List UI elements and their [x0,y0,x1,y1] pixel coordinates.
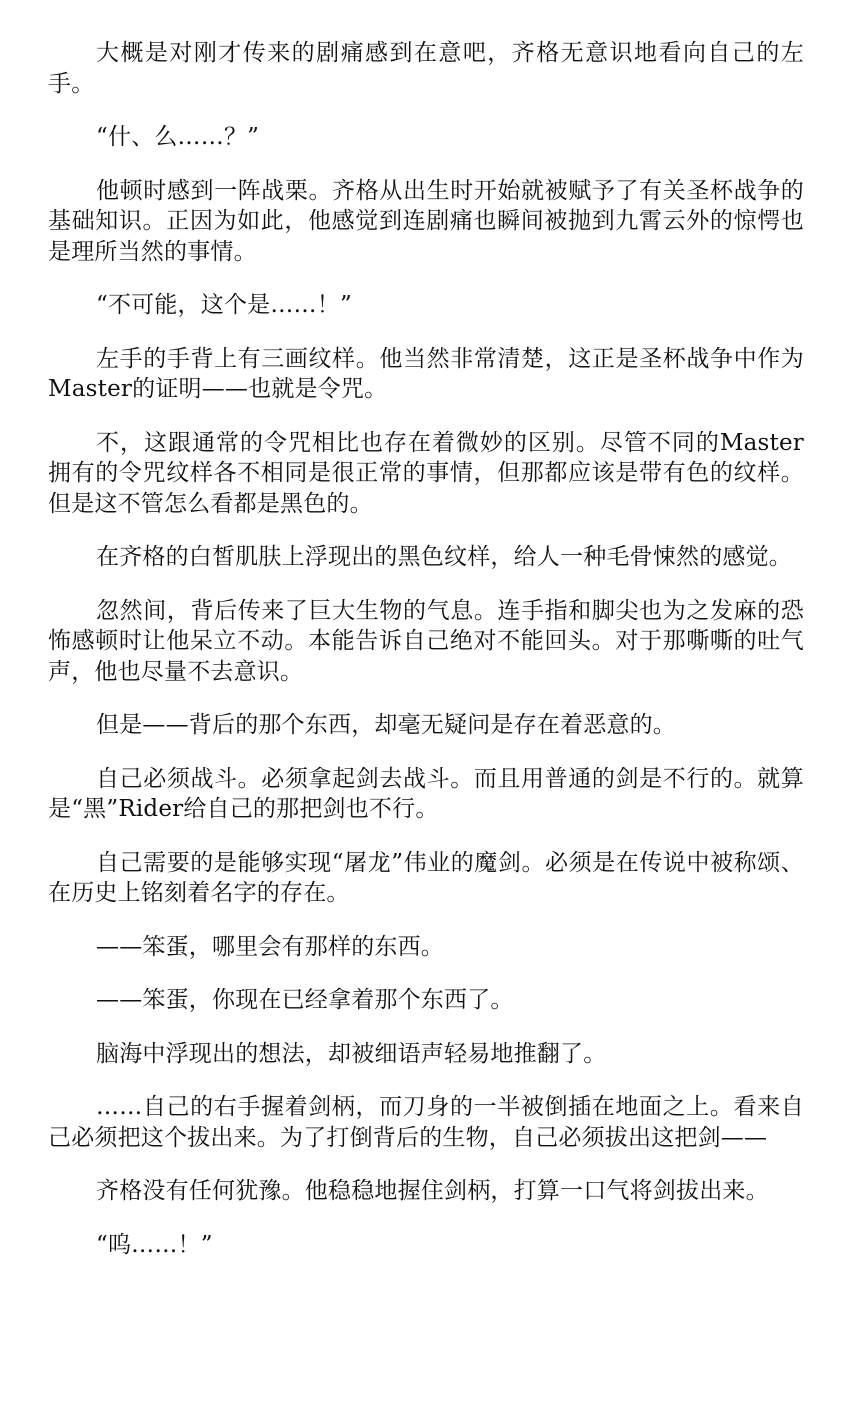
document-page [48,38,804,1283]
paragraph: “什、么……？” [96,124,260,150]
paragraph: 忽然间，背后传来了巨大生物的气息。连手指和脚尖也为之发麻的恐怖感顿时让他呆立不动。本能告诉自己绝对不能回头。对于那嘶嘶的吐气声，他也尽量不去意识。 [48,597,804,685]
paragraph: 左手的手背上有三画纹样。他当然非常清楚，这正是圣杯战争中作为Master的证明——也就是令咒。 [48,345,804,402]
paragraph: ——笨蛋，哪里会有那样的东西。 [96,933,444,960]
paragraph: ——笨蛋，你现在已经拿着那个东西了。 [96,987,514,1013]
paragraph: 但是——背后的那个东西，却毫无疑问是存在着恶意的。 [96,712,676,738]
paragraph: 在齐格的白皙肌肤上浮现出的黑色纹样，给人一种毛骨悚然的感觉。 [96,544,792,570]
paragraph: 脑海中浮现出的想法，却被细语声轻易地推翻了。 [96,1040,607,1067]
paragraph: 他顿时感到一阵战栗。齐格从出生时开始就被赋予了有关圣杯战争的基础知识。正因为如此，他感觉到连剧痛也瞬间被抛到九霄云外的惊愕也是理所当然的事情。 [48,177,804,265]
paragraph: 不，这跟通常的令咒相比也存在着微妙的区别。尽管不同的Master拥有的令咒纹样各不相同是很正常的事情，但那都应该是带有色的纹样。但是这不管怎么看都是黑色的。 [48,429,804,517]
paragraph: 自己需要的是能够实现“屠龙”伟业的魔剑。必须是在传说中被称颂、在历史上铭刻着名字的存在。 [48,849,804,906]
paragraph: “呜……！” [96,1231,213,1258]
paragraph: 自己必须战斗。必须拿起剑去战斗。而且用普通的剑是不行的。就算是“黑”Rider给自己的那把剑也不行。 [48,765,804,822]
paragraph: 大概是对刚才传来的剧痛感到在意吧，齐格无意识地看向自己的左手。 [48,40,804,97]
paragraph: ……自己的右手握着剑柄，而刀身的一半被倒插在地面之上。看来自己必须把这个拔出来。为了打倒背后的生物，自己必须拔出这把剑—— [48,1094,804,1151]
paragraph: “不可能，这个是……！” [96,292,352,318]
paragraph: 齐格没有任何犹豫。他稳稳地握住剑柄，打算一口气将剑拔出来。 [96,1178,769,1204]
